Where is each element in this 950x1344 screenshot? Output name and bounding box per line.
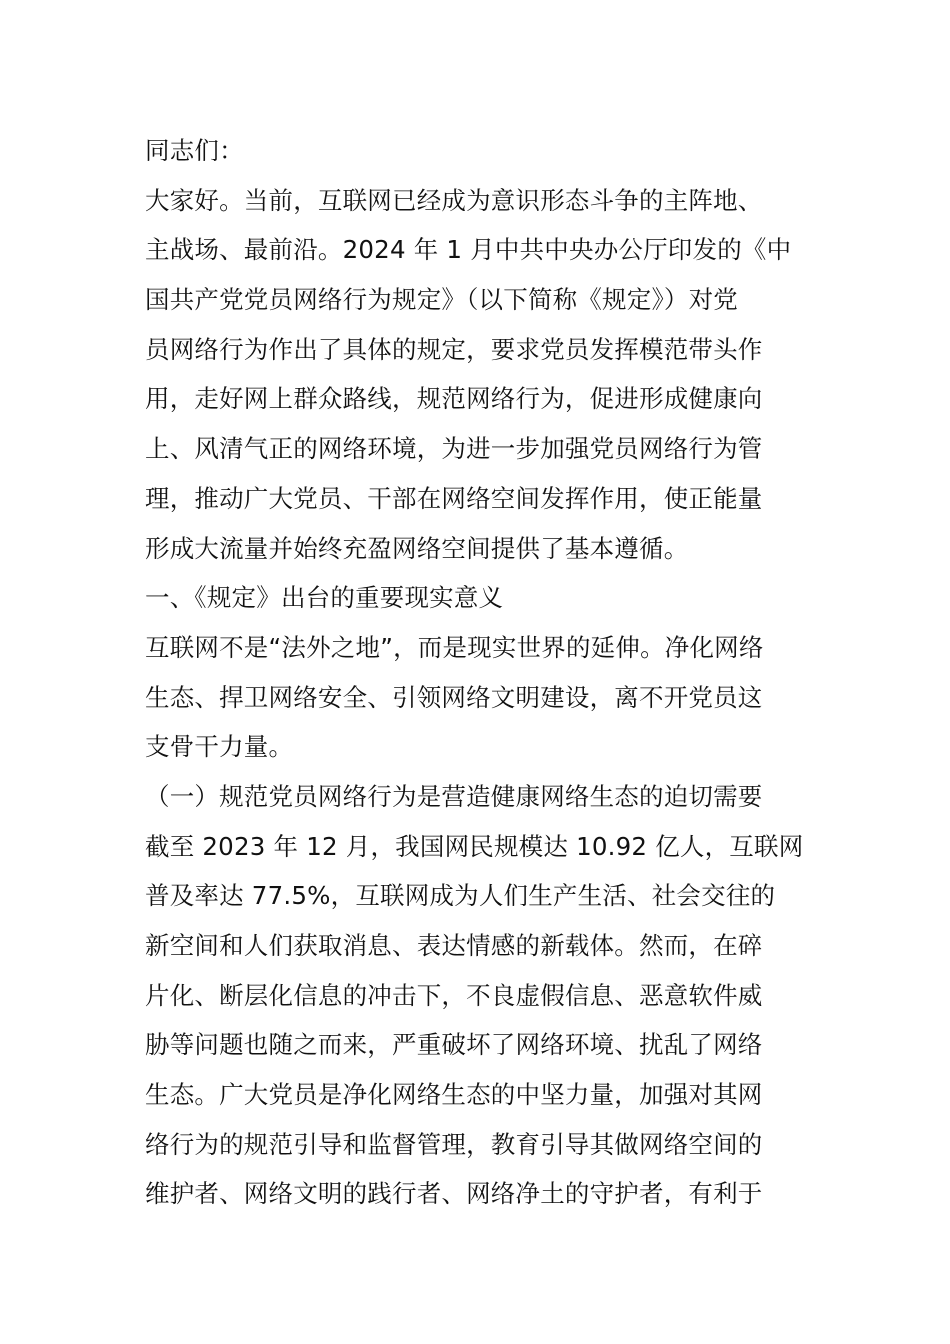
paragraph-line: 理，推动广大党员、干部在网络空间发挥作用，使正能量 xyxy=(145,483,763,513)
paragraph-line: 互联网不是“法外之地”，而是现实世界的延伸。净化网络 xyxy=(145,632,764,662)
salutation: 同志们： xyxy=(145,136,244,165)
paragraph-line: 络行为的规范引导和监督管理，教育引导其做网络空间的 xyxy=(145,1129,763,1159)
paragraph-line: 国共产党党员网络行为规定》（以下简称《规定》）对党 xyxy=(145,285,738,315)
paragraph-line: 截至 2023 年 12 月，我国网民规模达 10.92 亿人，互联网 xyxy=(145,831,804,861)
subsection-heading: （一）规范党员网络行为是营造健康网络生态的迫切需要 xyxy=(145,781,763,811)
paragraph-line: 胁等问题也随之而来，严重破坏了网络环境、扰乱了网络 xyxy=(145,1030,763,1060)
paragraph-line: 片化、断层化信息的冲击下，不良虚假信息、恶意软件威 xyxy=(145,980,763,1010)
paragraph-line: 普及率达 77.5%，互联网成为人们生产生活、社会交往的 xyxy=(145,881,776,911)
document-body xyxy=(145,126,810,1219)
paragraph-line: 维护者、网络文明的践行者、网络净土的守护者，有利于 xyxy=(145,1179,763,1209)
paragraph-line: 生态。广大党员是净化网络生态的中坚力量，加强对其网 xyxy=(145,1080,763,1110)
paragraph-line: 用，走好网上群众路线，规范网络行为，促进形成健康向 xyxy=(145,384,763,414)
paragraph-line: 员网络行为作出了具体的规定，要求党员发挥模范带头作 xyxy=(145,334,763,364)
paragraph-line: 生态、捍卫网络安全、引领网络文明建设，离不开党员这 xyxy=(145,682,763,712)
paragraph-line: 大家好。当前，互联网已经成为意识形态斗争的主阵地、 xyxy=(145,185,763,215)
paragraph-line: 形成大流量并始终充盈网络空间提供了基本遵循。 xyxy=(145,533,689,563)
paragraph-line: 新空间和人们获取消息、表达情感的新载体。然而，在碎 xyxy=(145,931,763,960)
paragraph-line: 支骨干力量。 xyxy=(145,732,294,762)
paragraph-line: 上、风清气正的网络环境，为进一步加强党员网络行为管 xyxy=(145,434,763,464)
paragraph-line: 主战场、最前沿。2024 年 1 月中共中央办公厅印发的《中 xyxy=(145,235,792,265)
section-heading: 一、《规定》出台的重要现实意义 xyxy=(145,583,504,613)
